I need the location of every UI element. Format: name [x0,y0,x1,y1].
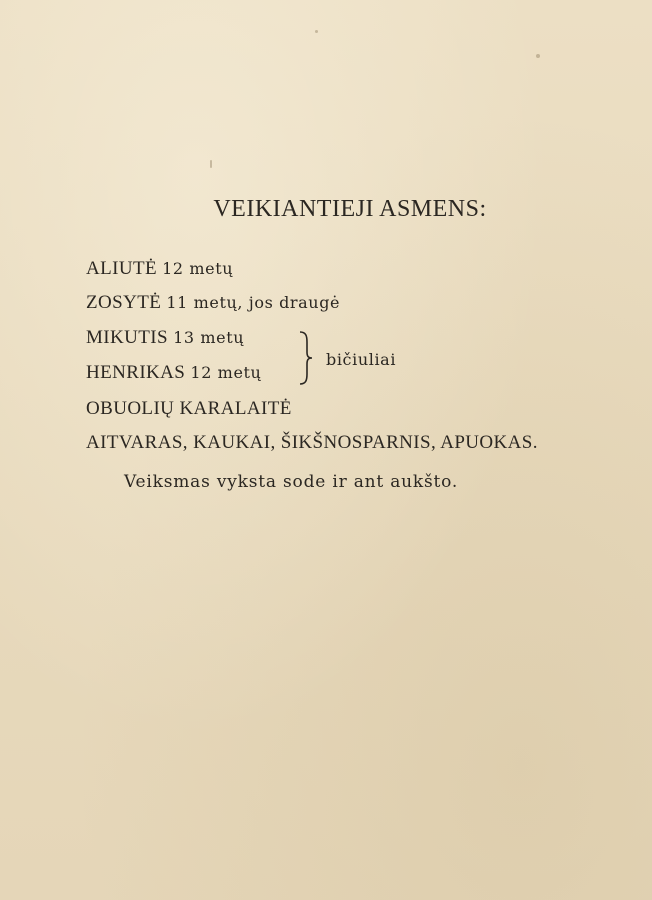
paper-speck [536,54,540,58]
character-desc: 12 metų [162,259,234,278]
character-name: MIKUTIS [86,327,168,348]
cast-line-mikutis [86,327,244,349]
cast-heading: VEIKIANTIEJI ASMENS: [213,196,487,222]
cast-line-henrikas [86,362,261,384]
group-label-friends: bičiuliai [326,350,397,369]
character-name: ZOSYTĖ [86,292,162,313]
paper-speck [210,160,212,168]
character-desc: 12 metų [190,363,262,382]
cast-line-aliute [86,258,233,280]
cast-line-zosyte [86,292,340,314]
setting-note: Veiksmas vyksta sode ir ant aukšto. [124,472,459,492]
character-name: HENRIKAS [86,362,186,383]
cast-line-princess [86,398,292,420]
cast-line-creatures [86,432,538,454]
character-desc: 13 metų [173,328,245,347]
character-desc: 11 metų, jos draugė [166,293,341,312]
paper-speck [315,30,318,33]
character-name: OBUOLIŲ KARALAITĖ [86,398,292,419]
character-name: ALIUTĖ [86,258,157,279]
right-brace-icon [298,330,314,386]
character-name: AITVARAS, KAUKAI, ŠIKŠNOSPARNIS, APUOKAS. [86,432,538,453]
